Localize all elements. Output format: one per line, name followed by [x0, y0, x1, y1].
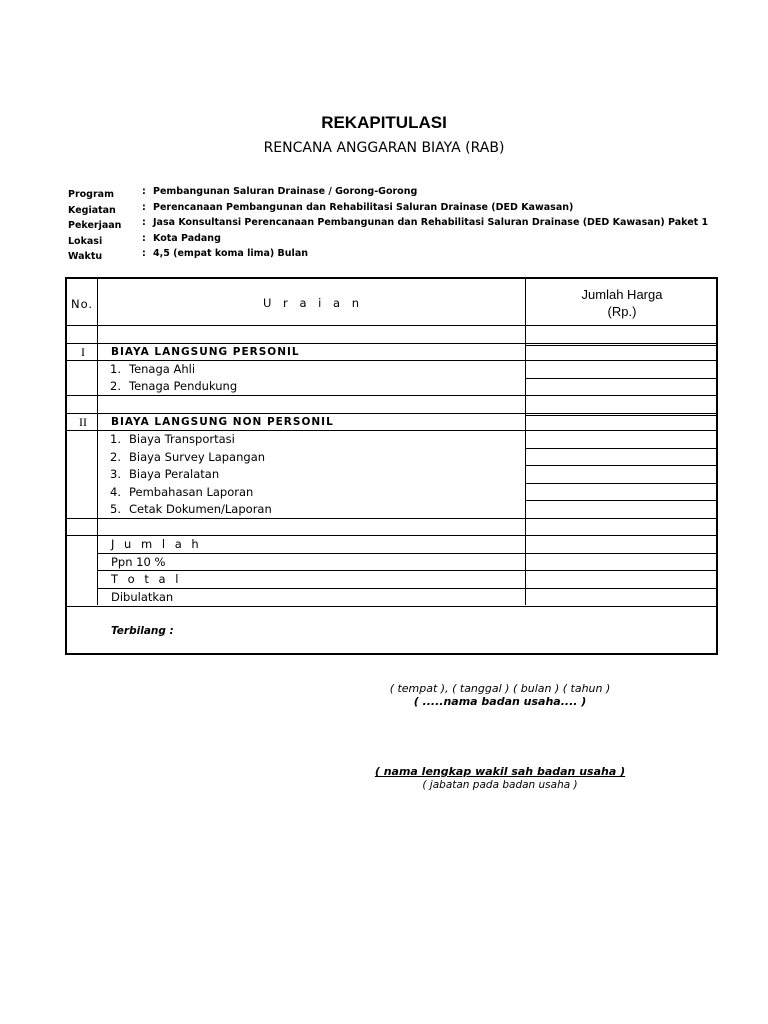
header-harga-line1: Jumlah Harga: [581, 287, 663, 302]
row-divider: [67, 325, 716, 326]
info-colon: :: [142, 248, 146, 259]
item-text: Tenaga Ahli: [129, 362, 196, 376]
section-title: BIAYA LANGSUNG PERSONIL: [111, 346, 300, 358]
row-divider: [67, 535, 716, 536]
info-label: Program: [68, 189, 114, 200]
total-label: T o t a l: [111, 572, 182, 586]
ppn-label: Ppn 10 %: [111, 555, 166, 569]
header-harga-line2: (Rp.): [607, 304, 637, 319]
row-divider: [525, 415, 716, 416]
info-label: Lokasi: [68, 235, 103, 247]
item-text: Pembahasan Laporan: [129, 485, 254, 499]
info-value: Pembangunan Saluran Drainase / Gorong-Gorong: [153, 186, 418, 197]
item-text: Biaya Peralatan: [129, 467, 220, 481]
list-item: [99, 467, 219, 481]
header-jumlah-harga: [527, 286, 717, 320]
item-text: Biaya Transportasi: [129, 432, 235, 446]
item-number: 1.: [110, 432, 121, 446]
row-divider: [67, 430, 716, 431]
item-number: 5.: [110, 502, 121, 516]
representative-name: ( nama lengkap wakil sah badan usaha ): [374, 765, 626, 778]
item-number: 4.: [110, 485, 121, 499]
item-number: 1.: [110, 362, 121, 376]
info-colon: :: [142, 186, 146, 197]
list-item: [99, 362, 195, 376]
place-date: ( tempat ), ( tanggal ) ( bulan ) ( tahun ): [389, 682, 611, 695]
row-divider: [97, 570, 716, 571]
row-divider: [97, 553, 716, 554]
info-value: Jasa Konsultansi Perencanaan Pembangunan dan Rehabilitasi Saluran Drainase (DED Kawasan) Paket 1: [153, 217, 709, 228]
row-divider: [525, 345, 716, 346]
terbilang-label: Terbilang :: [111, 625, 174, 637]
info-label: Pekerjaan: [68, 220, 122, 231]
row-divider: [67, 343, 716, 344]
section-title: BIAYA LANGSUNG NON PERSONIL: [111, 416, 334, 428]
row-divider: [67, 395, 716, 396]
info-colon: :: [142, 201, 146, 213]
row-divider: [525, 465, 716, 466]
column-divider: [525, 279, 526, 605]
row-divider: [525, 378, 716, 379]
list-item: [99, 485, 253, 499]
info-label: Kegiatan: [68, 204, 116, 216]
row-divider: [67, 413, 716, 414]
row-divider: [97, 588, 716, 589]
representative-position: ( jabatan pada badan usaha ): [422, 779, 578, 791]
header-uraian: U r a i a n: [262, 296, 363, 310]
row-divider: [67, 518, 716, 519]
document-subtitle: RENCANA ANGGARAN BIAYA (RAB): [263, 140, 505, 156]
row-divider: [525, 500, 716, 501]
column-divider: [97, 279, 98, 605]
info-colon: :: [142, 217, 146, 228]
row-divider: [525, 483, 716, 484]
row-divider: [525, 448, 716, 449]
info-value: Kota Padang: [153, 232, 221, 244]
row-divider: [67, 360, 716, 361]
info-value: 4,5 (empat koma lima) Bulan: [153, 248, 308, 259]
info-colon: :: [142, 232, 146, 244]
item-number: 2.: [110, 379, 121, 393]
item-text: Cetak Dokumen/Laporan: [129, 502, 272, 516]
header-no: No.: [71, 297, 94, 311]
section-number: I: [81, 345, 85, 359]
section-number: II: [79, 415, 87, 429]
document-title: REKAPITULASI: [321, 113, 447, 132]
rab-table: [65, 277, 718, 655]
row-divider: [67, 606, 716, 607]
list-item: [99, 379, 237, 393]
dibulatkan-label: Dibulatkan: [111, 590, 174, 604]
list-item: [99, 502, 272, 516]
item-number: 3.: [110, 467, 121, 481]
list-item: [99, 432, 235, 446]
company-name: ( .....nama badan usaha.... ): [413, 695, 587, 708]
info-label: Waktu: [68, 251, 103, 262]
jumlah-label: J u m l a h: [111, 537, 202, 551]
list-item: [99, 450, 265, 464]
info-value: Perencanaan Pembangunan dan Rehabilitasi Saluran Drainase (DED Kawasan): [153, 201, 574, 213]
item-text: Tenaga Pendukung: [129, 379, 238, 393]
item-text: Biaya Survey Lapangan: [129, 450, 266, 464]
item-number: 2.: [110, 450, 121, 464]
